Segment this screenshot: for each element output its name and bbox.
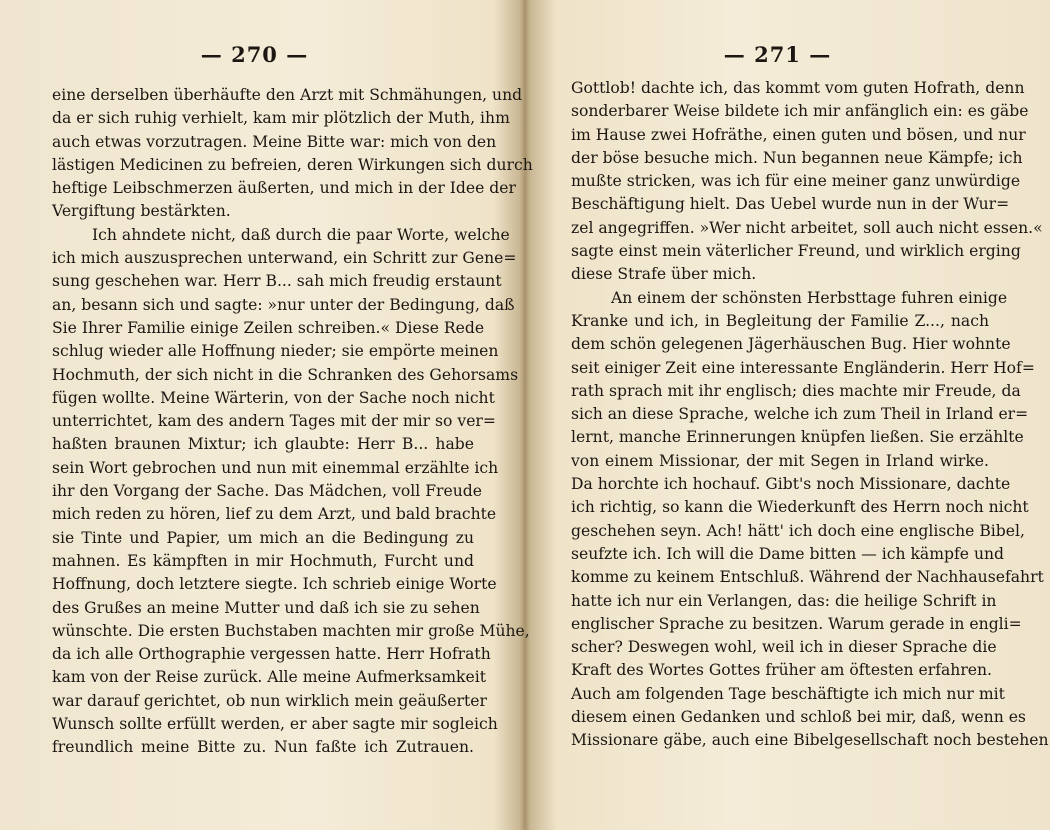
text-line: Vergiftung bestärkten. <box>52 202 231 221</box>
text-line: war darauf gerichtet, ob nun wirklich mein geäußerter <box>52 691 487 710</box>
text-line: ich mich auszusprechen unterwand, ein Schritt zur Gene= <box>52 249 517 268</box>
text-line: auch etwas vorzutragen. Meine Bitte war: mich von den <box>52 132 497 151</box>
text-line: mußte stricken, was ich für eine meiner ganz unwürdige <box>571 172 1021 191</box>
text-line: der böse besuche mich. Nun begannen neue Kämpfe; ich <box>571 148 1023 167</box>
text-line: kam von der Reise zurück. Alle meine Aufmerksamkeit <box>52 668 486 687</box>
text-line: heftige Leibschmerzen äußerten, und mich in der Idee der <box>52 179 516 198</box>
text-line: ihr den Vorgang der Sache. Das Mädchen, voll Freude <box>52 482 482 501</box>
text-line: sie Tinte und Papier, um mich an die Bedingung zu <box>52 528 474 547</box>
text-line: Hoffnung, doch letztere siegte. Ich schrieb einige Worte <box>52 575 497 594</box>
text-line: diese Strafe über mich. <box>571 265 757 284</box>
text-line: lernt, manche Erinnerungen knüpfen ließen. Sie erzählte <box>571 428 1024 447</box>
text-line: des Grußes an meine Mutter und daß ich sie zu sehen <box>52 598 480 617</box>
text-line: unterrichtet, kam des andern Tages mit der mir so ver= <box>52 412 496 431</box>
text-line: hatte ich nur ein Verlangen, das: die heilige Schrift in <box>571 591 997 610</box>
text-line: sein Wort gebrochen und nun mit einemmal erzählte ich <box>52 458 499 477</box>
text-line: Wunsch sollte erfüllt werden, er aber sagte mir sogleich <box>52 715 498 734</box>
text-line: sagte einst mein väterlicher Freund, und wirklich erging <box>571 242 1021 261</box>
text-line: sich an diese Sprache, welche ich zum Theil in Irland er= <box>571 405 1029 424</box>
right-page <box>525 0 1050 830</box>
text-line: an, besann sich und sagte: »nur unter der Bedingung, daß <box>52 295 515 314</box>
text-line: dem schön gelegenen Jägerhäuschen Bug. Hier wohnte <box>571 335 1011 354</box>
text-line: seit einiger Zeit eine interessante Engländerin. Herr Hof= <box>571 358 1035 377</box>
text-line: Ich ahndete nicht, daß durch die paar Worte, welche <box>92 225 510 244</box>
text-line: im Hause zwei Hofräthe, einen guten und bösen, und nur <box>571 125 1026 144</box>
page-text <box>571 77 1049 753</box>
text-line: zel angegriffen. »Wer nicht arbeitet, soll auch nicht essen.« <box>571 218 1043 237</box>
text-line: Auch am folgenden Tage beschäftigte ich mich nur mit <box>571 684 1005 703</box>
text-line: da ich alle Orthographie vergessen hatte. Herr Hofrath <box>52 645 491 664</box>
text-line: Hochmuth, der sich nicht in die Schranken des Gehorsams <box>52 365 519 384</box>
text-line: da er sich ruhig verhielt, kam mir plötzlich der Muth, ihm <box>52 109 510 128</box>
text-line: haßten braunen Mixtur; ich glaubte: Herr B... habe <box>52 435 474 454</box>
page-number: — 270 — <box>200 42 309 67</box>
text-line: sonderbarer Weise bildete ich mir anfänglich ein: es gäbe <box>571 102 1029 121</box>
text-line: Sie Ihrer Familie einige Zeilen schreiben.« Diese Rede <box>52 318 485 337</box>
text-line: freundlich meine Bitte zu. Nun faßte ich Zutrauen. <box>52 738 474 757</box>
text-line: ich richtig, so kann die Wiederkunft des Herrn noch nicht <box>571 498 1029 517</box>
text-line: rath sprach mit ihr englisch; dies machte mir Freude, da <box>571 381 1021 400</box>
text-line: Beschäftigung hielt. Das Uebel wurde nun in der Wur= <box>571 195 1010 214</box>
page-number: — 271 — <box>723 42 832 67</box>
text-line: eine derselben überhäufte den Arzt mit Schmähungen, und <box>52 86 523 104</box>
text-line: schlug wieder alle Hoffnung nieder; sie empörte meinen <box>52 342 499 361</box>
text-line: wünschte. Die ersten Buchstaben machten mir große Mühe, <box>52 621 530 640</box>
text-line: komme zu keinem Entschluß. Während der Nachhausefahrt <box>571 568 1044 587</box>
text-line: seufzte ich. Ich will die Dame bitten — ich kämpfe und <box>571 544 1005 563</box>
text-line: fügen wollte. Meine Wärterin, von der Sache noch nicht <box>52 388 495 407</box>
text-line: Gottlob! dachte ich, das kommt vom guten Hofrath, denn <box>571 79 1025 97</box>
text-line: Missionare gäbe, auch eine Bibelgesellschaft noch bestehen <box>571 731 1049 750</box>
text-line: englischer Sprache zu besitzen. Warum gerade in engli= <box>571 614 1022 633</box>
text-line: Kranke und ich, in Begleitung der Familie Z..., nach <box>571 311 989 330</box>
text-line: mich reden zu hören, lief zu dem Arzt, und bald brachte <box>52 505 497 524</box>
text-line: sung geschehen war. Herr B... sah mich freudig erstaunt <box>52 272 502 291</box>
text-line: mahnen. Es kämpften in mir Hochmuth, Furcht und <box>52 551 474 570</box>
text-line: von einem Missionar, der mit Segen in Irland wirke. <box>571 451 989 470</box>
text-line: An einem der schönsten Herbsttage fuhren einige <box>611 288 1008 307</box>
page-text <box>52 84 533 760</box>
text-line: scher? Deswegen wohl, weil ich in dieser Sprache die <box>571 638 997 657</box>
text-line: lästigen Medicinen zu befreien, deren Wirkungen sich durch <box>52 155 533 174</box>
text-line: Kraft des Wortes Gottes früher am öftesten erfahren. <box>571 661 993 680</box>
text-line: geschehen seyn. Ach! hätt' ich doch eine englische Bibel, <box>571 521 1025 540</box>
text-line: Da horchte ich hochauf. Gibt's noch Missionare, dachte <box>571 475 1011 494</box>
text-line: diesem einen Gedanken und schloß bei mir, daß, wenn es <box>571 708 1026 727</box>
